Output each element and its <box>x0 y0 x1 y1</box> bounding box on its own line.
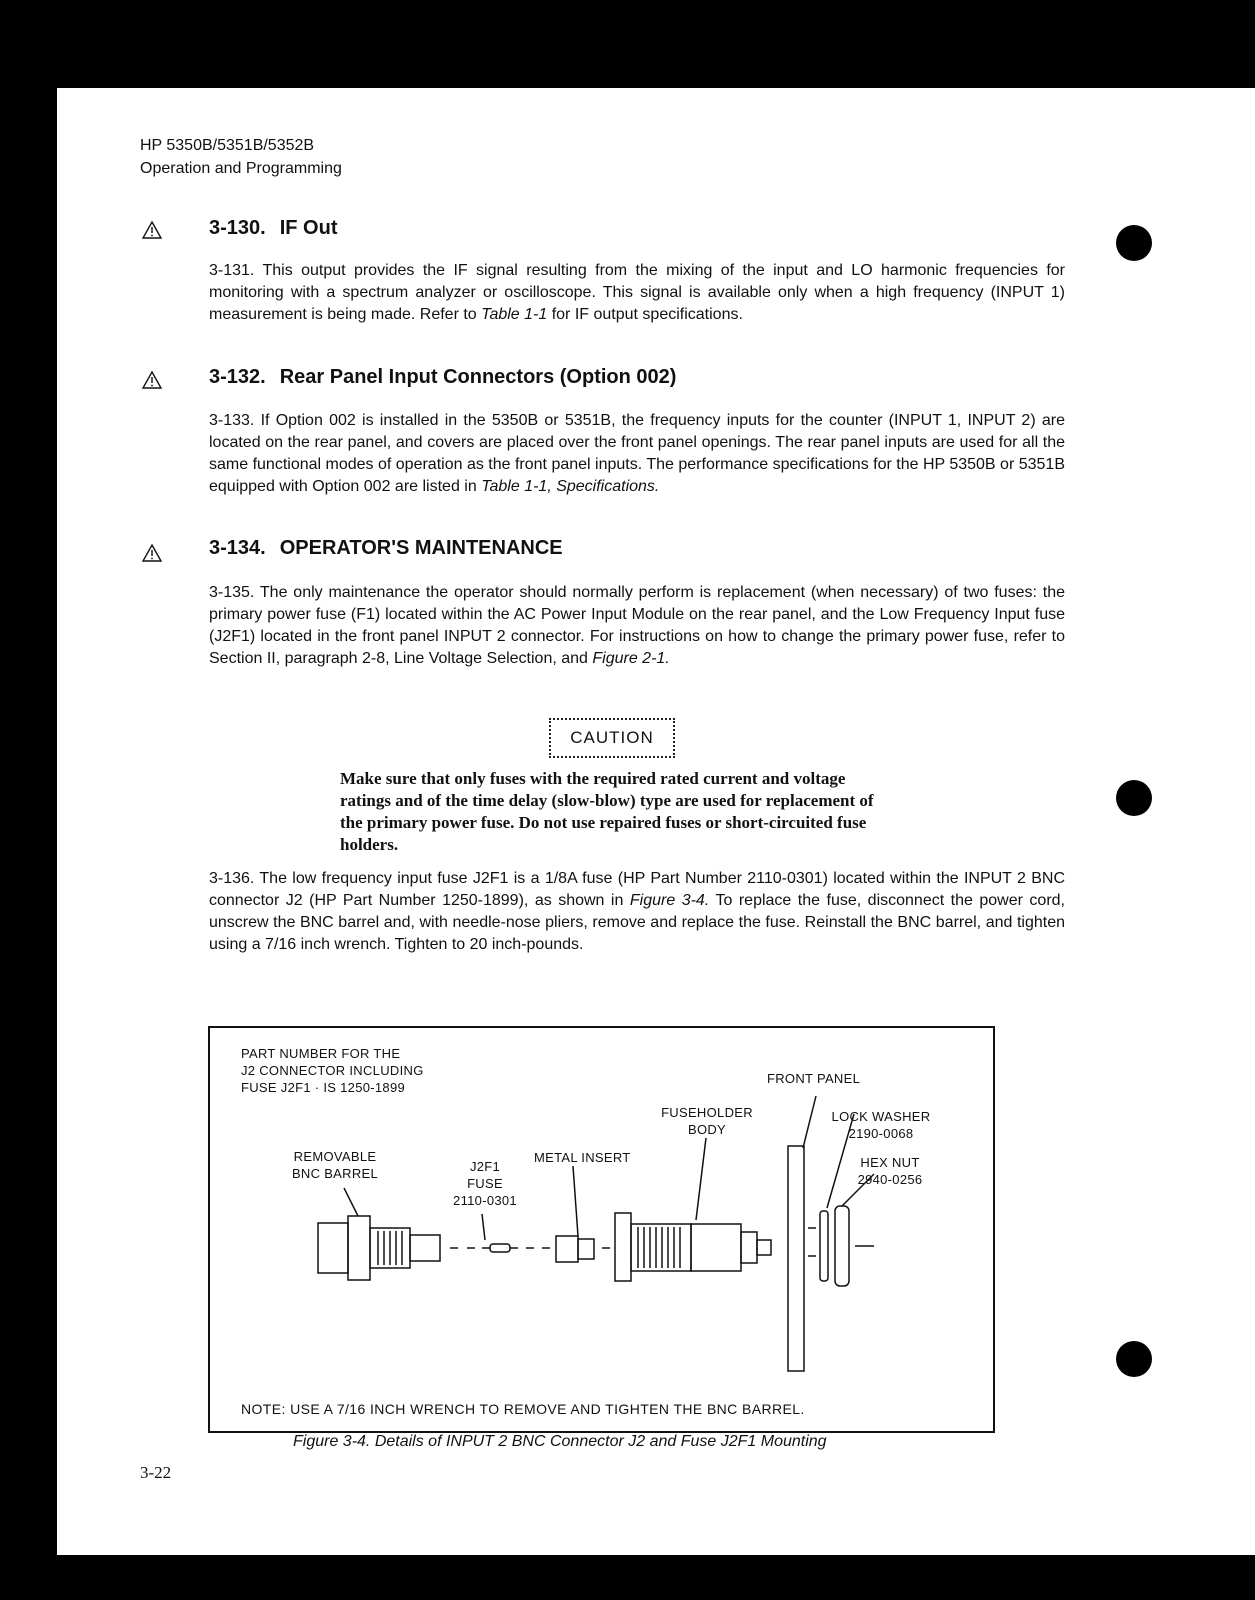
section-title: IF Out <box>279 217 338 239</box>
part-number-note-line: PART NUMBER FOR THE <box>241 1046 401 1061</box>
section-number: 3-130. <box>209 217 266 239</box>
figure-caption: Figure 3-4. Details of INPUT 2 BNC Connector J2 and Fuse J2F1 Mounting <box>293 1433 827 1450</box>
caution-text: Make sure that only fuses with the required rated current and voltage ratings and of the time delay (slow-blow) type are used for replacement of the primary power fuse. Do not use repaired fuses or short-circuited fuse holders. <box>340 769 874 854</box>
fuse-label-line: FUSE <box>467 1176 503 1191</box>
removable-label-line: BNC BARREL <box>291 1166 379 1181</box>
removable-bnc-barrel-label <box>280 1148 390 1182</box>
paragraph <box>209 410 1065 498</box>
fuse-part-number: 2110-0301 <box>453 1193 517 1208</box>
section-number: 3-132. <box>209 366 266 388</box>
part-number-note-line: FUSE J2F1 · IS 1250-1899 <box>241 1080 405 1095</box>
figure-reference: Figure 2-1. <box>592 650 670 667</box>
hex-nut-part-number: 2940-0256 <box>857 1172 923 1187</box>
paragraph-text: To replace the fuse, disconnect the power cord, unscrew the BNC barrel and, with needle-nose pliers, remove and replace the fuse. Reinstall the BNC barrel, and tighten using a 7/16 inch wrench. Tighten to 20 inch-pounds. <box>209 892 1065 953</box>
fuseholder-label-line: FUSEHOLDER <box>661 1105 753 1120</box>
bnc-barrel-hex <box>348 1216 370 1280</box>
removable-label-line: REMOVABLE <box>293 1149 377 1164</box>
paragraph <box>209 582 1065 670</box>
warning-triangle-icon <box>142 370 162 390</box>
metal-insert-label: METAL INSERT <box>534 1150 631 1165</box>
paragraph-text: 3-136. The low frequency input fuse J2F1 is a 1/8A fuse (HP Part Number 2110-0301) located within the INPUT 2 BNC connector J2 (HP Part Number 1250-1899), as shown in <box>209 870 1065 909</box>
section-heading <box>209 366 676 389</box>
binder-hole <box>1116 1341 1152 1377</box>
section-title: OPERATOR'S MAINTENANCE <box>279 537 563 559</box>
warning-triangle-icon <box>142 220 162 240</box>
lock-washer-label-line: LOCK WASHER <box>831 1109 931 1124</box>
lock-washer-label <box>822 1108 940 1142</box>
paragraph-text: for IF output specifications. <box>547 306 743 323</box>
warning-triangle-icon <box>142 543 162 563</box>
caution-label: CAUTION <box>549 718 675 758</box>
figure-3-4 <box>208 1026 995 1433</box>
j2f1-fuse-label <box>450 1158 520 1209</box>
table-reference: Table 1-1 <box>481 306 548 323</box>
paragraph-text: 3-135. The only maintenance the operator should normally perform is replacement (when necessary) of two fuses: the primary power fuse (F1) located within the AC Power Input Module on the rear panel, and the Low Frequency Input fuse (J2F1) located in the front panel INPUT 2 connector. For instructions on how to change the primary power fuse, refer to Section II, paragraph 2-8, Line Voltage Selection, and <box>209 584 1065 667</box>
part-number-note <box>241 1045 424 1096</box>
section-heading <box>209 217 337 240</box>
lock-washer-part-number: 2190-0068 <box>848 1126 914 1141</box>
binder-hole <box>1116 225 1152 261</box>
section-title: Rear Panel Input Connectors (Option 002) <box>279 366 677 388</box>
fuseholder-label-line: BODY <box>687 1122 727 1137</box>
page-number: 3-22 <box>140 1463 172 1482</box>
figure-note: NOTE: USE A 7/16 INCH WRENCH TO REMOVE AND TIGHTEN THE BNC BARREL. <box>241 1401 805 1417</box>
section-number: 3-134. <box>209 537 266 559</box>
binder-hole <box>1116 780 1152 816</box>
paragraph-text: 3-133. If Option 002 is installed in the 5350B or 5351B, the frequency inputs for the counter (INPUT 1, INPUT 2) are located on the rear panel, and covers are placed over the front panel openings. The rear panel inputs are used for all the same functional modes of operation as the front panel inputs. The performance specifications for the HP 5350B or 5351B equipped with Option 002 are listed in <box>209 412 1065 495</box>
paragraph <box>209 260 1065 326</box>
fuseholder-body-label <box>652 1104 762 1138</box>
figure-reference: Figure 3-4. <box>629 892 710 909</box>
document-header <box>140 134 342 180</box>
paragraph-text: 3-131. This output provides the IF signal resulting from the mixing of the input and LO harmonic frequencies for monitoring with a spectrum analyzer or oscilloscope. This signal is available only when a high frequency (INPUT 1) measurement is being made. Refer to <box>209 262 1065 323</box>
part-number-note-line: J2 CONNECTOR INCLUDING <box>241 1063 424 1078</box>
header-section: Operation and Programming <box>140 160 342 177</box>
front-panel-shape <box>788 1146 804 1371</box>
table-reference: Table 1-1, Specifications. <box>481 478 660 495</box>
hex-nut-label <box>850 1154 930 1188</box>
fuse-label-line: J2F1 <box>469 1159 501 1174</box>
header-model: HP 5350B/5351B/5352B <box>140 137 315 154</box>
front-panel-label: FRONT PANEL <box>767 1071 861 1086</box>
hex-nut-label-line: HEX NUT <box>860 1155 920 1170</box>
bnc-barrel-end <box>318 1223 348 1273</box>
paragraph <box>209 868 1065 956</box>
section-heading <box>209 537 563 560</box>
document-page <box>57 88 1255 1555</box>
